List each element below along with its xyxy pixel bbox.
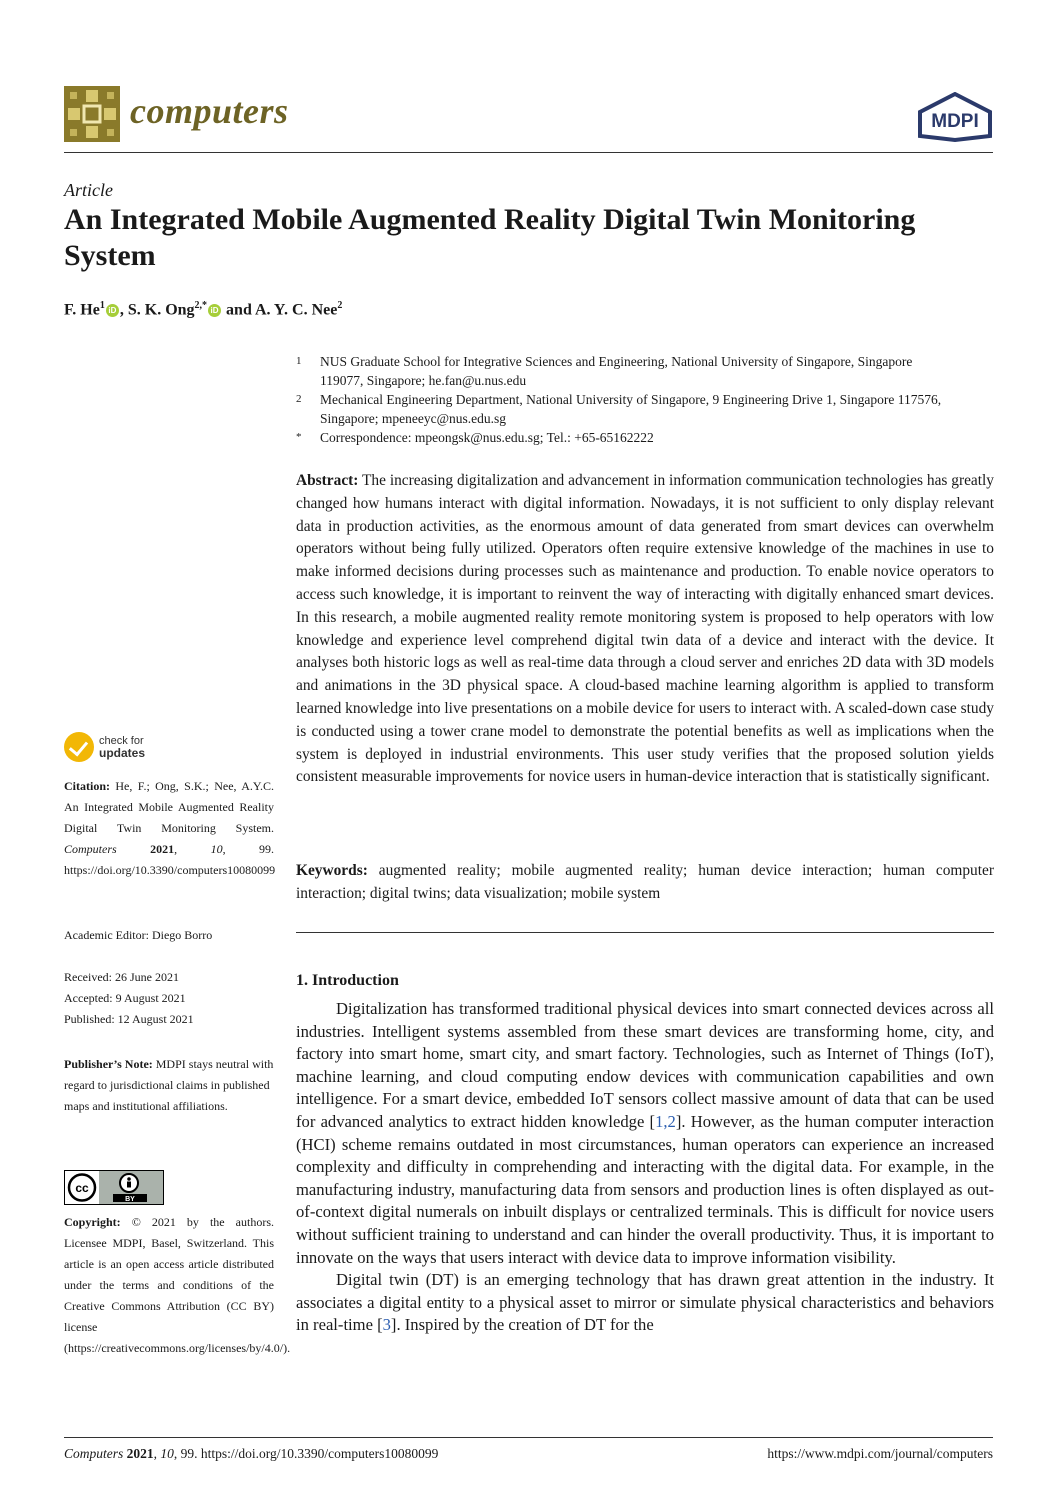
mdpi-logo-icon: [916, 92, 994, 142]
citation-text: He, F.; Ong, S.K.; Nee, A.Y.C. An Integrated Mobile Augmented Reality Digital Twin Monitoring System.: [64, 779, 275, 835]
footer-citation: Computers 2021, 10, 99. https://doi.org/10.3390/computers10080099: [64, 1446, 439, 1461]
keywords-text: augmented reality; mobile augmented reality; human device interaction; human computer interaction; digital twins; data visualization; mobile system: [296, 862, 994, 902]
section-heading: 1. Introduction: [296, 972, 399, 989]
paragraph-text: ]. However, as the human computer interaction (HCI) scheme remains outdated in most circumstances, human operators can experience an increased complexity and difficulty in comprehending and interacting with the digital data. For example, in the manufacturing industry, manufacturing data from sensors and production lines is often displayed as out-of-context digital numerals on inbuilt displays or centralized terminals. This is difficult for novice users without sufficient training to understand and can hinder the overall productivity. Thus, it is important to innovate on the ways that users interact with device data to improve information visibility.: [296, 1111, 994, 1267]
svg-text:cc: cc: [75, 1181, 89, 1195]
author-name: A. Y. C. Nee: [254, 301, 338, 319]
journal-logo-icon: [64, 86, 120, 142]
journal-name: computers: [130, 91, 289, 131]
affiliation-mark: 2: [296, 393, 302, 405]
author-conjunction: and: [222, 301, 255, 319]
citation-link[interactable]: 1,2: [655, 1111, 676, 1131]
paragraph: [296, 998, 994, 1269]
cc-by-license-badge[interactable]: [64, 1170, 164, 1205]
check-updates-line: updates: [99, 745, 146, 760]
citation-doi[interactable]: , 99. https://doi.org/10.3390/computers10080099: [64, 842, 276, 877]
footer-volume: 10: [160, 1446, 174, 1461]
author-name: S. K. Ong: [127, 301, 195, 319]
cc-by-icon: [65, 1171, 163, 1204]
publishers-note-text: MDPI stays neutral with regard to jurisdictional claims in published maps and institutional affiliations.: [64, 1057, 274, 1113]
abstract-label: Abstract:: [296, 472, 359, 489]
footer-journal-url[interactable]: https://www.mdpi.com/journal/computers: [767, 1446, 993, 1461]
check-updates-label: [99, 735, 145, 760]
orcid-icon[interactable]: iD: [106, 304, 119, 317]
copyright-label: Copyright:: [64, 1215, 121, 1229]
citation-label: Citation:: [64, 779, 110, 793]
article-type: Article: [64, 180, 113, 200]
affiliation-mark: *: [296, 431, 302, 443]
published-date: Published: 12 August 2021: [64, 1012, 194, 1026]
footer-doi[interactable]: , 99. https://doi.org/10.3390/computers10080099: [173, 1446, 439, 1461]
introduction-body: [296, 998, 994, 1337]
author-separator: ,: [119, 301, 128, 319]
paragraph-text: ]. Inspired by the creation of DT for the: [390, 1315, 654, 1335]
check-updates-line: check for: [99, 734, 144, 747]
copyright-notice: [64, 1212, 291, 1359]
checkmark-icon: [64, 732, 94, 762]
article-title: An Integrated Mobile Augmented Reality Digital Twin Monitoring System: [64, 203, 916, 272]
affiliation-item: [296, 428, 946, 447]
abstract-text: The increasing digitalization and advancement in information communication technologies has greatly changed how humans interact with digital information. Nowadays, it is not sufficient to only display relevant data in production activities, as the enormous amount of data generated from smart devices can overwhelm operators without being fully utilized. Operators often require extensive knowledge of the machines in use to make informed decisions during processes such as maintenance and production. To enable novice operators to access such knowledge, it is important to reinvent the way of interacting with digitally enhanced smart devices. In this research, a mobile augmented reality remote monitoring system is proposed to help operators with low knowledge and experience level comprehend digital twin data of a device and interact with the device. It analyses both historic logs as well as real-time data through a cloud server and enriches 2D data with 3D models and animations in the 3D physical space. A cloud-based machine learning algorithm is applied to transform learned knowledge into live presentations on a mobile device for users to interact with. A scaled-down case study is conducted using a tower crane model to demonstrate the potential benefits as well as implications when the system is deployed in industrial environments. This user study verifies that the proposed solution yields consistent measurable improvements for novice users in human-device interaction that is statistically significant.: [296, 472, 994, 786]
citation-link[interactable]: 3: [382, 1315, 391, 1335]
affiliation-item: [296, 390, 946, 428]
received-date: Received: 26 June 2021: [64, 970, 179, 984]
accepted-date: Accepted: 9 August 2021: [64, 991, 186, 1005]
orcid-icon[interactable]: iD: [208, 304, 221, 317]
header-rule: [64, 152, 993, 153]
publication-dates: [64, 967, 274, 1030]
author-name: F. He: [64, 301, 100, 319]
citation-block: Citation: He, F.; Ong, S.K.; Nee, A.Y.C. An Integrated Mobile Augmented Reality Digital Twin Monitoring System. Computers 2021, 10, 99. https://doi.org/10.3390/computers10080099: [64, 779, 276, 877]
affiliations: [296, 352, 946, 447]
footer-journal: Computers: [64, 1446, 124, 1461]
citation-journal: Computers: [64, 842, 117, 856]
publishers-note-label: Publisher’s Note:: [64, 1057, 153, 1071]
footer-year: 2021: [126, 1446, 154, 1461]
mdpi-logo: [916, 92, 994, 147]
author-affiliation-mark: 1: [99, 300, 105, 311]
keywords: [296, 860, 994, 906]
affiliation-mark: 1: [296, 355, 302, 367]
academic-editor: Academic Editor: Diego Borro: [64, 928, 213, 942]
paragraph: [296, 1269, 994, 1337]
copyright-text: © 2021 by the authors. Licensee MDPI, Basel, Switzerland. This article is an open access article distributed under the terms and conditions of the Creative Commons Attribution (CC BY) license (https://creativecommons.org/licenses/by/4.0/).: [64, 1215, 291, 1355]
author-affiliation-mark: 2: [337, 300, 343, 311]
check-for-updates-button[interactable]: [64, 732, 145, 762]
affiliation-text: Mechanical Engineering Department, National University of Singapore, 9 Engineering Drive 1, Singapore 117576, Singapore; mpeneeyc@nus.edu.sg: [320, 392, 942, 426]
keywords-label: Keywords:: [296, 862, 368, 879]
abstract: [296, 470, 994, 789]
citation-volume: 10: [210, 842, 223, 856]
journal-logo: [64, 86, 120, 142]
affiliation-item: [296, 352, 946, 390]
svg-text:MDPI: MDPI: [931, 111, 979, 132]
paragraph-text: Digitalization has transformed traditional physical devices into smart connected devices across all industries. Intelligent systems assembled from these smart devices are transforming home, city, and factory into smart home, smart city, and smart factory. Technologies, such as Internet of Things (IoT), machine learning, and cloud computing endow devices with communication capabilities and own intelligence. For a smart device, embedded IoT sensors collect massive amount of data that can be used for advanced analytics to extract hidden knowledge [: [296, 999, 994, 1131]
affiliation-text: NUS Graduate School for Integrative Sciences and Engineering, National University of Singapore, Singapore 119077, Singapore; he.fan@u.nus.edu: [320, 354, 913, 388]
publishers-note: [64, 1054, 274, 1117]
citation-year: 2021: [150, 842, 175, 856]
paragraph-text: Digital twin (DT) is an emerging technology that has drawn great attention in the industry. It associates a digital entity to a physical asset to mirror or simulate physical characteristics and behaviors in real-time [: [296, 1270, 994, 1335]
svg-text:BY: BY: [125, 1196, 135, 1203]
footer-rule: [64, 1437, 993, 1438]
author-list: [64, 300, 342, 319]
author-affiliation-mark: 2,*: [194, 300, 208, 311]
affiliation-text: Correspondence: mpeongsk@nus.edu.sg; Tel.: +65-65162222: [320, 430, 654, 445]
abstract-rule: [296, 932, 994, 933]
